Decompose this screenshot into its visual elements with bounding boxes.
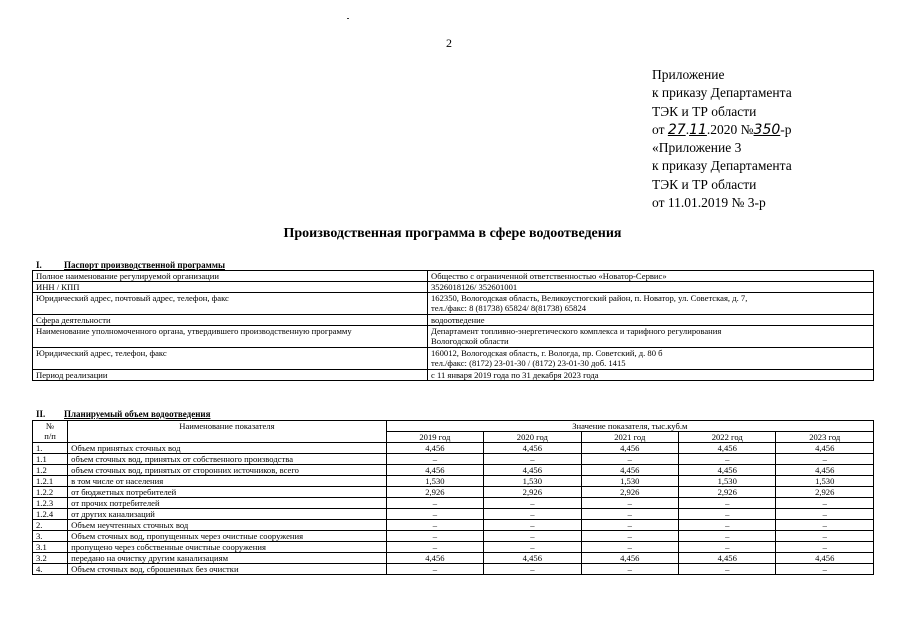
row-value: –	[581, 454, 678, 465]
row-value: –	[484, 454, 581, 465]
row-name: Объем принятых сточных вод	[68, 443, 387, 454]
row-value: 2,926	[484, 487, 581, 498]
row-value: –	[776, 509, 874, 520]
col-num-header	[33, 421, 68, 443]
row-value: 1,530	[679, 476, 776, 487]
year-header: 2021 год	[581, 432, 678, 443]
row-number: 3.2	[33, 553, 68, 564]
row-number: 3.	[33, 531, 68, 542]
row-value: –	[386, 520, 483, 531]
row-value: 4,456	[679, 443, 776, 454]
row-number: 1.2.3	[33, 498, 68, 509]
table-row	[33, 443, 874, 454]
row-value: –	[386, 509, 483, 520]
passport-value-cell	[428, 348, 874, 370]
table-header-row	[33, 421, 874, 432]
row-number: 1.	[33, 443, 68, 454]
plan-roman: II.	[36, 409, 46, 419]
annex-date-day: 27	[667, 121, 686, 138]
row-name: пропущено через собственные очистные сооружения	[68, 542, 387, 553]
row-name: объем сточных вод, принятых от собственного производства	[68, 454, 387, 465]
row-value: –	[679, 498, 776, 509]
passport-value: 160012, Вологодская область, г. Вологда, пр. Советский, д. 80 б	[431, 348, 663, 358]
passport-value: Общество с ограниченной ответственностью «Новатор-Сервис»	[428, 271, 874, 282]
row-value: –	[484, 542, 581, 553]
col-name-header: Наименование показателя	[68, 421, 387, 443]
table-row	[33, 282, 874, 293]
row-value: 1,530	[581, 476, 678, 487]
passport-value-line2: тел./факс: (8172) 23-01-30 / (8172) 23-01-30 доб. 1415	[431, 358, 626, 368]
row-value: 2,926	[679, 487, 776, 498]
row-value: 4,456	[484, 443, 581, 454]
row-value: –	[484, 564, 581, 575]
annex-order-number: 350	[753, 121, 781, 138]
passport-roman: I.	[36, 260, 42, 270]
annex-block	[652, 66, 792, 212]
passport-label: Сфера деятельности	[33, 315, 428, 326]
row-value: –	[581, 542, 678, 553]
year-header: 2020 год	[484, 432, 581, 443]
row-value: –	[484, 498, 581, 509]
passport-value: с 11 января 2019 года по 31 декабря 2023 года	[428, 370, 874, 381]
row-value: –	[679, 520, 776, 531]
row-value: –	[679, 542, 776, 553]
row-value: –	[484, 509, 581, 520]
table-row	[33, 531, 874, 542]
row-value: 4,456	[386, 553, 483, 564]
row-name: в том числе от населения	[68, 476, 387, 487]
row-number: 1.2.4	[33, 509, 68, 520]
page-number: 2	[446, 36, 452, 50]
row-number: 1.2	[33, 465, 68, 476]
table-row	[33, 315, 874, 326]
row-value: 4,456	[581, 553, 678, 564]
annex-line-5: «Приложение 3	[652, 140, 742, 156]
row-value: –	[776, 454, 874, 465]
row-number: 2.	[33, 520, 68, 531]
row-number: 1.2.1	[33, 476, 68, 487]
row-name: Объем неучтенных сточных вод	[68, 520, 387, 531]
row-value: 2,926	[776, 487, 874, 498]
row-value: –	[581, 520, 678, 531]
annex-line-3: ТЭК и ТР области	[652, 103, 757, 119]
row-value: 2,926	[581, 487, 678, 498]
passport-label: Юридический адрес, почтовый адрес, телефон, факс	[33, 293, 428, 315]
table-row	[33, 542, 874, 553]
row-value: –	[776, 531, 874, 542]
row-value: 4,456	[386, 443, 483, 454]
passport-label: Полное наименование регулируемой организации	[33, 271, 428, 282]
plan-table	[32, 420, 874, 575]
row-value: –	[679, 564, 776, 575]
passport-value: Департамент топливно-энергетического комплекса и тарифного регулирования	[431, 326, 722, 336]
annex-date-sep: .	[685, 121, 690, 137]
plan-heading-text: Планируемый объем водоотведения	[64, 409, 211, 419]
row-value: –	[386, 454, 483, 465]
annex-date-line	[652, 121, 792, 139]
annex-line-1: Приложение	[652, 67, 725, 82]
row-value: 4,456	[679, 553, 776, 564]
annex-date-prefix: от	[652, 121, 665, 137]
row-name: от бюджетных потребителей	[68, 487, 387, 498]
table-row	[33, 564, 874, 575]
row-value: –	[679, 509, 776, 520]
passport-label: Наименование уполномоченного органа, утвердившего производственную программу	[33, 326, 428, 348]
row-value: 4,456	[679, 465, 776, 476]
row-value: –	[386, 498, 483, 509]
row-value: 4,456	[581, 465, 678, 476]
row-number: 1.1	[33, 454, 68, 465]
row-value: 1,530	[776, 476, 874, 487]
annex-order-suffix: -р	[780, 121, 792, 137]
passport-value: водоотведение	[428, 315, 874, 326]
table-row	[33, 553, 874, 564]
row-name: от прочих потребителей	[68, 498, 387, 509]
row-name: Объем сточных вод, пропущенных через очистные сооружения	[68, 531, 387, 542]
row-value: 1,530	[484, 476, 581, 487]
row-value: –	[776, 542, 874, 553]
row-value: –	[581, 564, 678, 575]
table-row	[33, 520, 874, 531]
passport-heading	[32, 260, 225, 270]
plan-heading	[32, 409, 210, 419]
document-title: Производственная программа в сфере водоотведения	[283, 226, 622, 241]
row-number: 3.1	[33, 542, 68, 553]
col-values-header: Значение показателя, тыс.куб.м	[386, 421, 873, 432]
year-header: 2022 год	[679, 432, 776, 443]
table-row	[33, 476, 874, 487]
passport-value-line2: тел./факс: 8 (81738) 65824/ 8(81738) 65824	[431, 303, 587, 313]
table-row	[33, 465, 874, 476]
annex-line-7: ТЭК и ТР области	[652, 176, 757, 192]
row-value: –	[484, 520, 581, 531]
table-row	[33, 348, 874, 370]
table-row	[33, 498, 874, 509]
row-value: –	[581, 498, 678, 509]
passport-value: 3526018126/ 352601001	[428, 282, 874, 293]
col-num-label-2: п/п	[44, 431, 56, 441]
year-header: 2019 год	[386, 432, 483, 443]
table-row	[33, 487, 874, 498]
table-row	[33, 293, 874, 315]
row-number: 1.2.2	[33, 487, 68, 498]
passport-label: ИНН / КПП	[33, 282, 428, 293]
year-header: 2023 год	[776, 432, 874, 443]
row-value: 1,530	[386, 476, 483, 487]
table-row	[33, 326, 874, 348]
col-num-label: №	[45, 421, 55, 431]
table-row	[33, 454, 874, 465]
annex-date-month: 11	[689, 121, 707, 138]
row-value: 4,456	[386, 465, 483, 476]
row-value: –	[679, 454, 776, 465]
row-value: 4,456	[776, 465, 874, 476]
table-row	[33, 271, 874, 282]
row-value: 4,456	[776, 443, 874, 454]
annex-date-year: .2020 №	[706, 121, 754, 137]
row-value: –	[581, 531, 678, 542]
annex-line-6: к приказу Департамента	[652, 158, 792, 174]
row-value: –	[776, 498, 874, 509]
row-value: –	[776, 520, 874, 531]
row-value: –	[386, 564, 483, 575]
row-name: передано на очистку другим канализациям	[68, 553, 387, 564]
passport-table	[32, 270, 874, 381]
row-value: 4,456	[484, 465, 581, 476]
passport-value: 162350, Вологодская область, Великоустюгский район, п. Новатор, ул. Советская, д. 7,	[431, 293, 748, 303]
passport-label: Период реализации	[33, 370, 428, 381]
row-value: –	[386, 531, 483, 542]
annex-line-2: к приказу Департамента	[652, 85, 792, 101]
row-value: 4,456	[581, 443, 678, 454]
row-name: Объем сточных вод, сброшенных без очистки	[68, 564, 387, 575]
row-value: –	[776, 564, 874, 575]
passport-value-cell	[428, 293, 874, 315]
row-value: 2,926	[386, 487, 483, 498]
row-value: –	[386, 542, 483, 553]
row-value: 4,456	[484, 553, 581, 564]
plan-table-body	[33, 443, 874, 575]
row-value: –	[581, 509, 678, 520]
passport-heading-text: Паспорт производственной программы	[64, 260, 225, 270]
table-row	[33, 509, 874, 520]
passport-value-cell	[428, 326, 874, 348]
row-number: 4.	[33, 564, 68, 575]
row-name: от других канализаций	[68, 509, 387, 520]
annex-line-8: от 11.01.2019 № 3-р	[652, 195, 766, 211]
row-value: 4,456	[776, 553, 874, 564]
passport-label: Юридический адрес, телефон, факс	[33, 348, 428, 370]
scan-speck	[347, 18, 349, 19]
row-value: –	[679, 531, 776, 542]
row-name: объем сточных вод, принятых от сторонних источников, всего	[68, 465, 387, 476]
passport-value-line2: Вологодской области	[431, 336, 509, 346]
row-value: –	[484, 531, 581, 542]
table-row	[33, 370, 874, 381]
